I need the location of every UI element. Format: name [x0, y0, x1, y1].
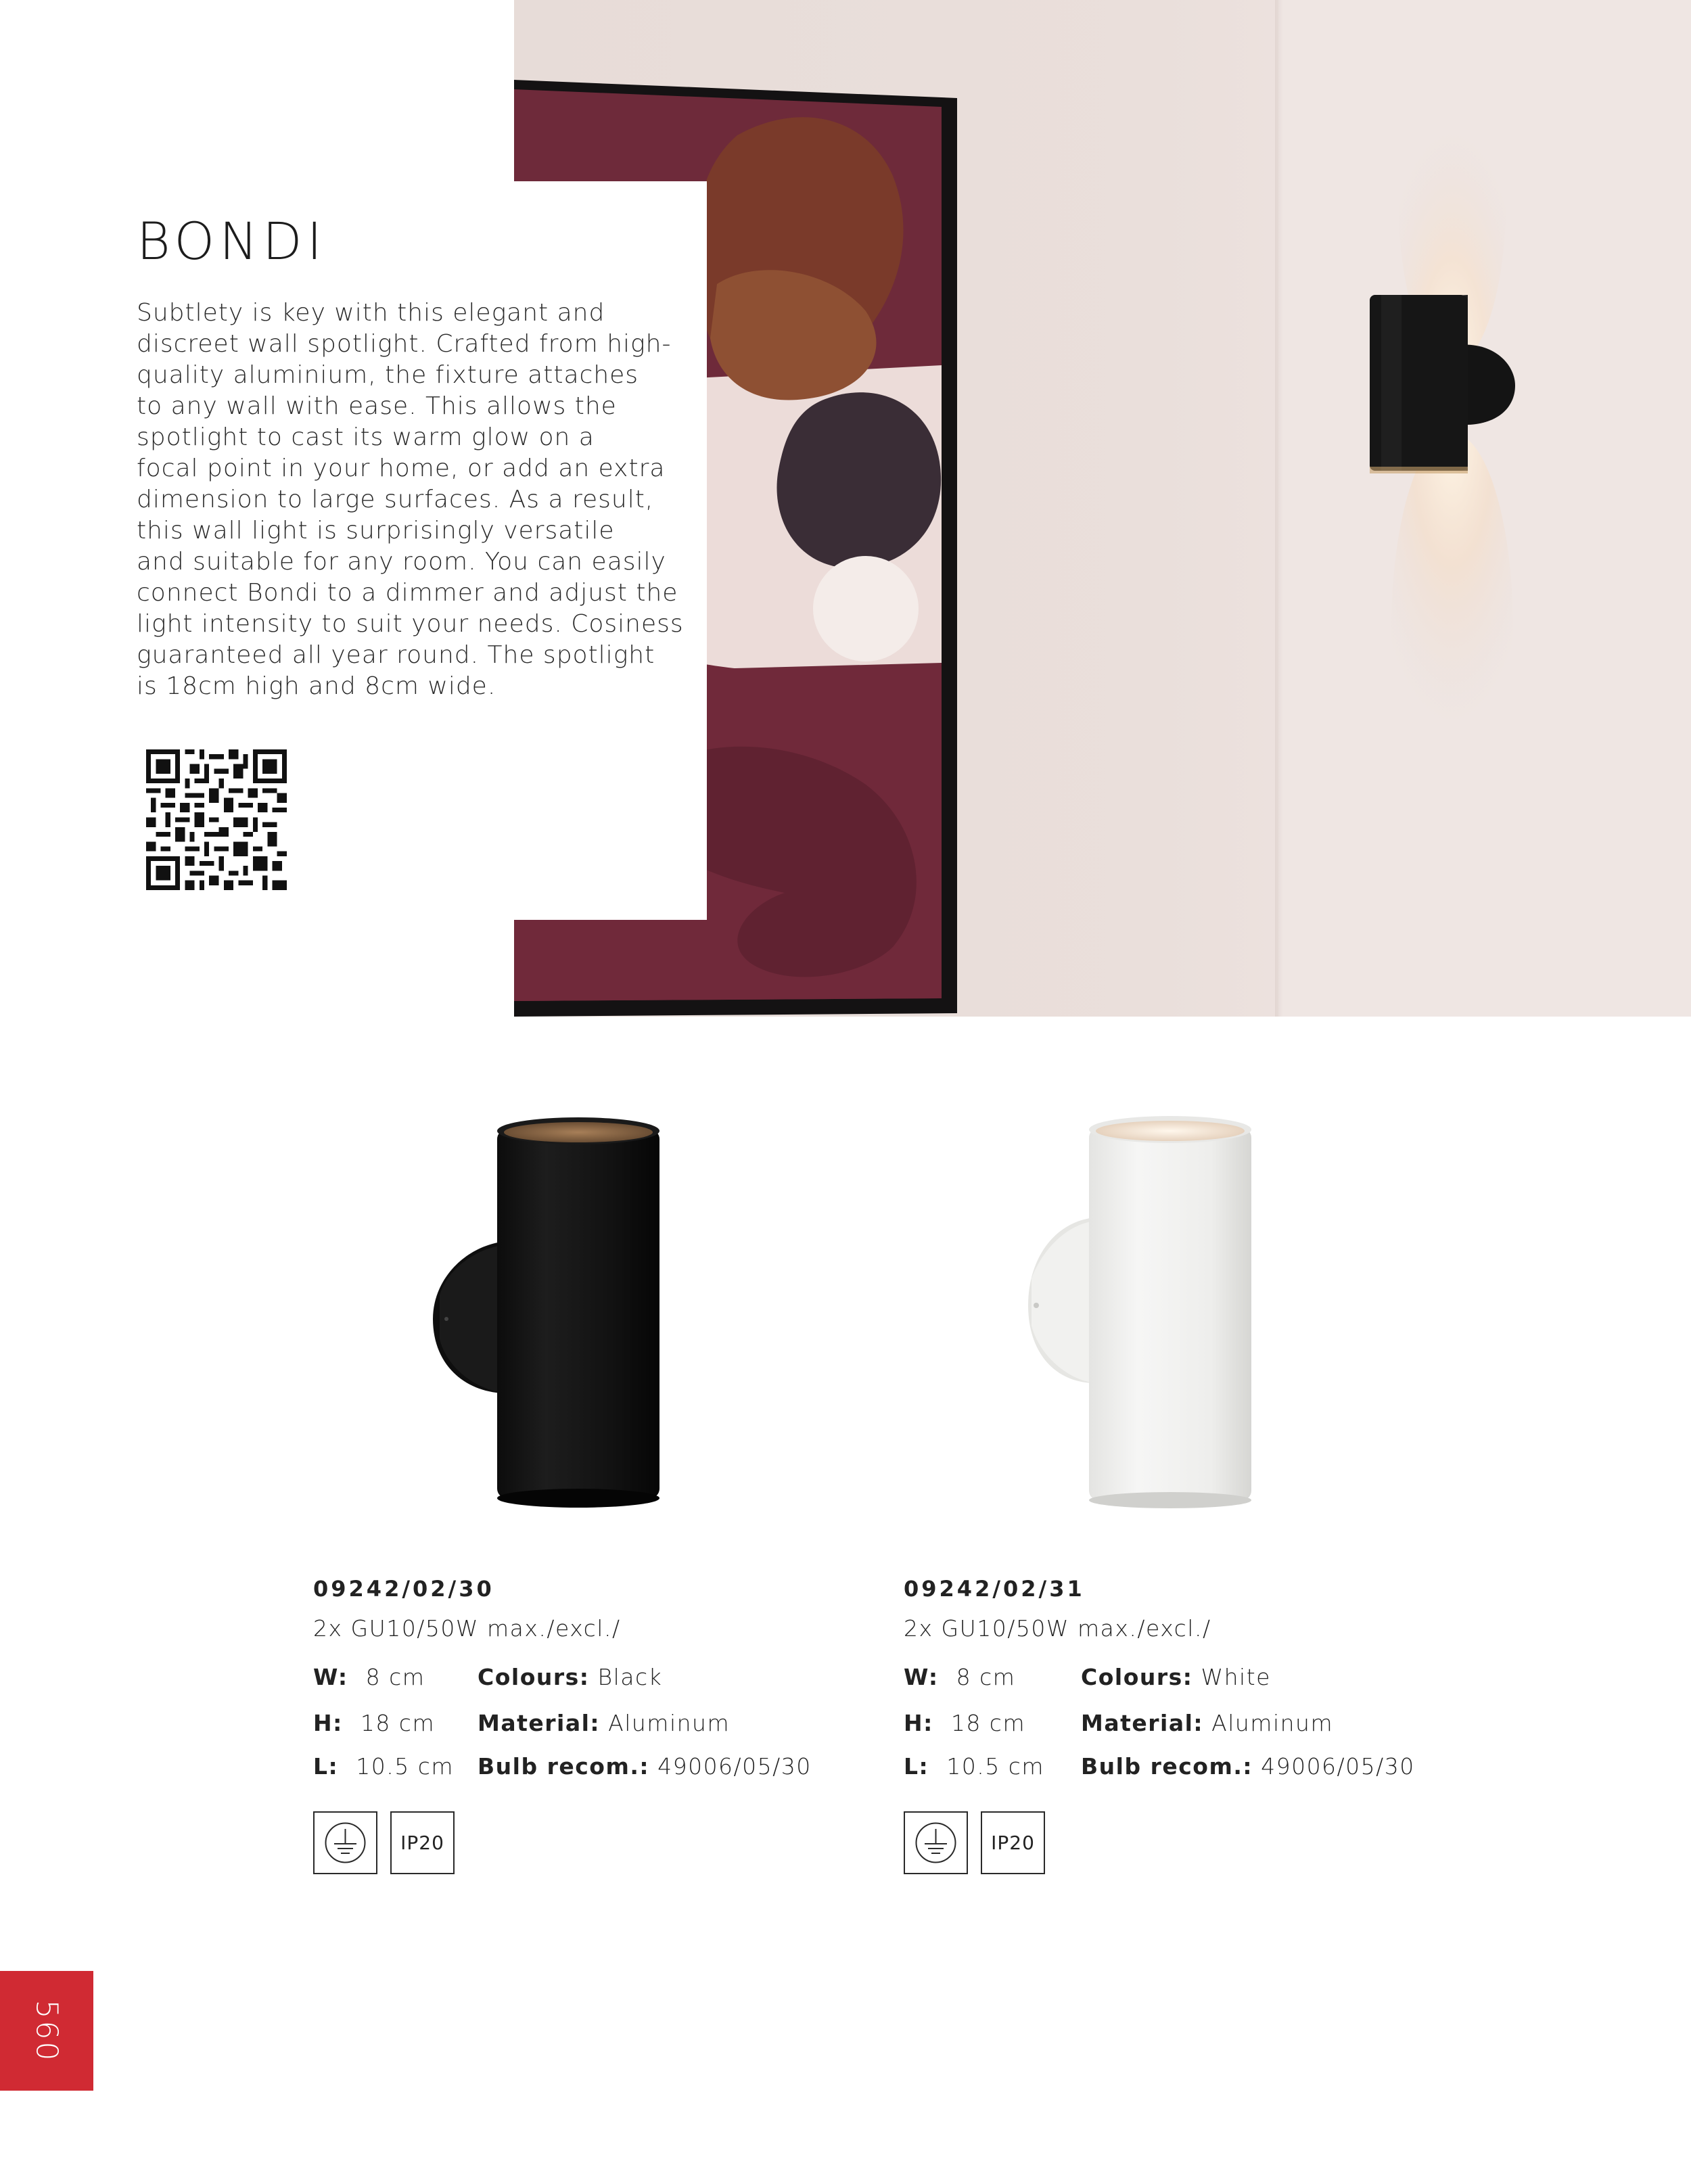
product-description	[137, 298, 691, 702]
protective-earth-icon	[904, 1811, 968, 1874]
description-line: to any wall with ease. This allows the	[137, 392, 617, 420]
length-label: L:	[313, 1753, 339, 1780]
description-line: dimension to large surfaces. As a result,	[137, 486, 654, 513]
lamp-image-black	[426, 1116, 670, 1515]
description-line: and suitable for any room. You can easily	[137, 548, 666, 576]
ip-rating-badge: IP20	[981, 1811, 1045, 1874]
material-value: Aluminum	[1211, 1710, 1334, 1736]
spec-row-length	[904, 1753, 1415, 1780]
length-label: L:	[904, 1753, 929, 1780]
bulb-recom-value: 49006/05/30	[657, 1753, 812, 1780]
height-value: 18 cm	[360, 1710, 436, 1736]
width-value: 8 cm	[956, 1664, 1016, 1690]
description-line: this wall light is surprisingly versatile	[137, 517, 615, 544]
material-value: Aluminum	[608, 1710, 731, 1736]
description-line: is 18cm high and 8cm wide.	[137, 672, 496, 700]
height-label: H:	[313, 1710, 343, 1736]
length-value: 10.5 cm	[946, 1753, 1044, 1780]
bulb-recom-label: Bulb recom.:	[478, 1753, 650, 1780]
colours-label: Colours:	[478, 1664, 590, 1690]
height-label: H:	[904, 1710, 933, 1736]
description-line: connect Bondi to a dimmer and adjust the	[137, 579, 678, 607]
material-cell	[478, 1710, 730, 1736]
bulb-info: 2x GU10/50W max./excl./	[313, 1615, 621, 1642]
height-value: 18 cm	[950, 1710, 1026, 1736]
qr-code-icon[interactable]	[146, 749, 287, 890]
ip-rating-badge: IP20	[390, 1811, 455, 1874]
description-line: Subtlety is key with this elegant and	[137, 299, 605, 327]
spec-row-height	[904, 1710, 1334, 1736]
width-value: 8 cm	[365, 1664, 425, 1690]
spec-row-length	[313, 1753, 812, 1780]
description-line: spotlight to cast its warm glow on a	[137, 423, 595, 451]
colours-value: White	[1201, 1664, 1271, 1690]
bulb-info: 2x GU10/50W max./excl./	[904, 1615, 1211, 1642]
bulb-recom-cell	[1081, 1753, 1415, 1780]
description-line: light intensity to suit your needs. Cosiness	[137, 610, 684, 638]
material-label: Material:	[1081, 1710, 1204, 1736]
spec-row-width	[904, 1664, 1271, 1690]
bulb-recom-label: Bulb recom.:	[1081, 1753, 1253, 1780]
colours-cell	[1081, 1664, 1271, 1690]
material-label: Material:	[478, 1710, 601, 1736]
description-line: focal point in your home, or add an extra	[137, 455, 666, 482]
colours-value: Black	[597, 1664, 663, 1690]
article-code: 09242/02/31	[904, 1576, 1085, 1602]
width-label: W:	[313, 1664, 348, 1690]
product-title: BONDI	[137, 211, 327, 271]
material-cell	[1081, 1710, 1333, 1736]
page-number-tab	[0, 1971, 93, 2091]
colours-cell	[478, 1664, 662, 1690]
description-line: guaranteed all year round. The spotlight	[137, 641, 655, 669]
spec-row-width	[313, 1664, 663, 1690]
colours-label: Colours:	[1081, 1664, 1193, 1690]
protective-earth-icon	[313, 1811, 377, 1874]
bulb-recom-value: 49006/05/30	[1261, 1753, 1415, 1780]
description-line: discreet wall spotlight. Crafted from high-	[137, 330, 672, 358]
lamp-image-white	[1015, 1116, 1258, 1515]
bulb-recom-cell	[478, 1753, 812, 1780]
spec-row-height	[313, 1710, 731, 1736]
page-number: 560	[29, 1999, 64, 2062]
description-line: quality aluminium, the fixture attaches	[137, 361, 639, 389]
article-code: 09242/02/30	[313, 1576, 494, 1602]
width-label: W:	[904, 1664, 939, 1690]
length-value: 10.5 cm	[356, 1753, 454, 1780]
